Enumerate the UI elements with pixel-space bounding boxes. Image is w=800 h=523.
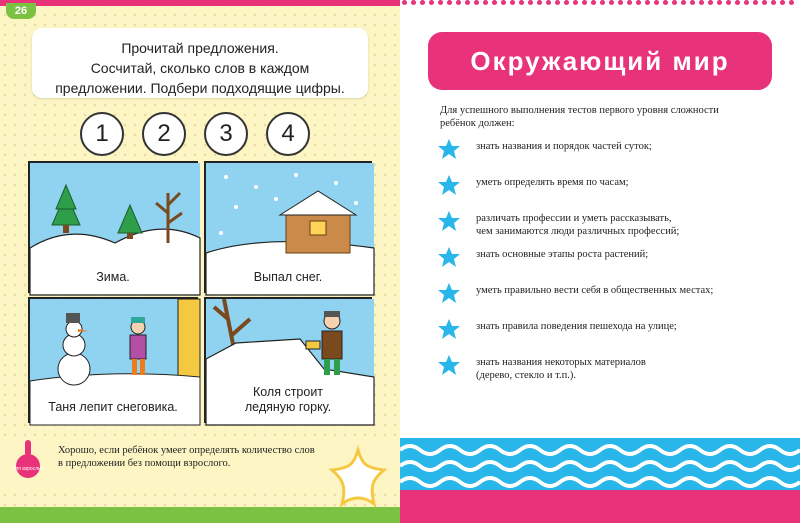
list-item [436,284,776,320]
right-page [400,0,800,523]
caption-line: Коля строит [252,385,324,399]
digit-circle-2[interactable]: 2 [142,112,186,156]
digit-circle-3[interactable]: 3 [204,112,248,156]
list-item-text: знать названия и порядок частей суток; [476,141,652,152]
task-box [32,28,368,98]
star-icon [436,282,462,304]
list-item [436,248,776,284]
note-text [58,444,338,470]
note-line: Хорошо, если ребёнок умеет определять количество слов [58,445,315,456]
page-number: 26 [6,3,36,19]
picture-panel-winter [28,161,198,293]
list-item-text: знать названия некоторых материалов (дерево, стекло и т.п.). [476,357,646,381]
digit-circle-1[interactable]: 1 [80,112,124,156]
pink-footer-strip [400,490,800,523]
picture-panel-snowfall [204,161,372,293]
panel-caption: Выпал снег. [253,270,323,284]
intro-line: ребёнок должен: [440,118,515,129]
list-item [436,320,776,356]
list-item-text: различать профессии и уметь рассказывать, чем занимаются люди различных профессий; [476,213,680,237]
star-icon [436,354,462,376]
star-icon [436,138,462,160]
digit-choices [80,112,310,156]
digit-circle-4[interactable]: 4 [266,112,310,156]
list-item [436,176,776,212]
panel-caption: Зима. [96,270,130,284]
picture-panel-ice-slide [204,297,372,423]
list-item-text: уметь правильно вести себя в общественных местах; [476,285,714,296]
task-line: Сосчитай, сколько слов в каждом [90,60,310,76]
list-item-text: уметь определять время по часам; [476,177,629,188]
star-icon [436,174,462,196]
task-line: предложении. Подбери подходящие цифры. [55,80,345,96]
list-item-text: знать правила поведения пешехода на улице; [476,321,677,332]
intro-text [440,104,770,130]
panel-caption: Таня лепит снеговика. [48,400,178,414]
note-line: в предложении без помощи взрослого. [58,458,231,469]
star-icon [436,318,462,340]
list-item [436,356,776,392]
dotted-border [400,0,800,6]
wave-decoration [400,438,800,490]
star-icon [436,210,462,232]
star-icon [436,246,462,268]
top-strip [0,0,400,6]
exclamation-icon [11,440,45,480]
requirements-list [436,140,776,392]
list-item-text: знать основные этапы роста растений; [476,249,649,260]
list-item [436,212,776,248]
task-line: Прочитай предложения. [121,40,279,56]
star-decoration-icon [326,446,390,510]
intro-line: Для успешного выполнения тестов первого уровня сложности [440,105,719,116]
section-title: Окружающий мир [428,32,772,90]
panel-caption [206,385,370,415]
list-item [436,140,776,176]
picture-panel-snowman [28,297,198,423]
note-icon-label: Для взрослых [11,466,45,472]
caption-line: ледяную горку. [244,400,332,414]
